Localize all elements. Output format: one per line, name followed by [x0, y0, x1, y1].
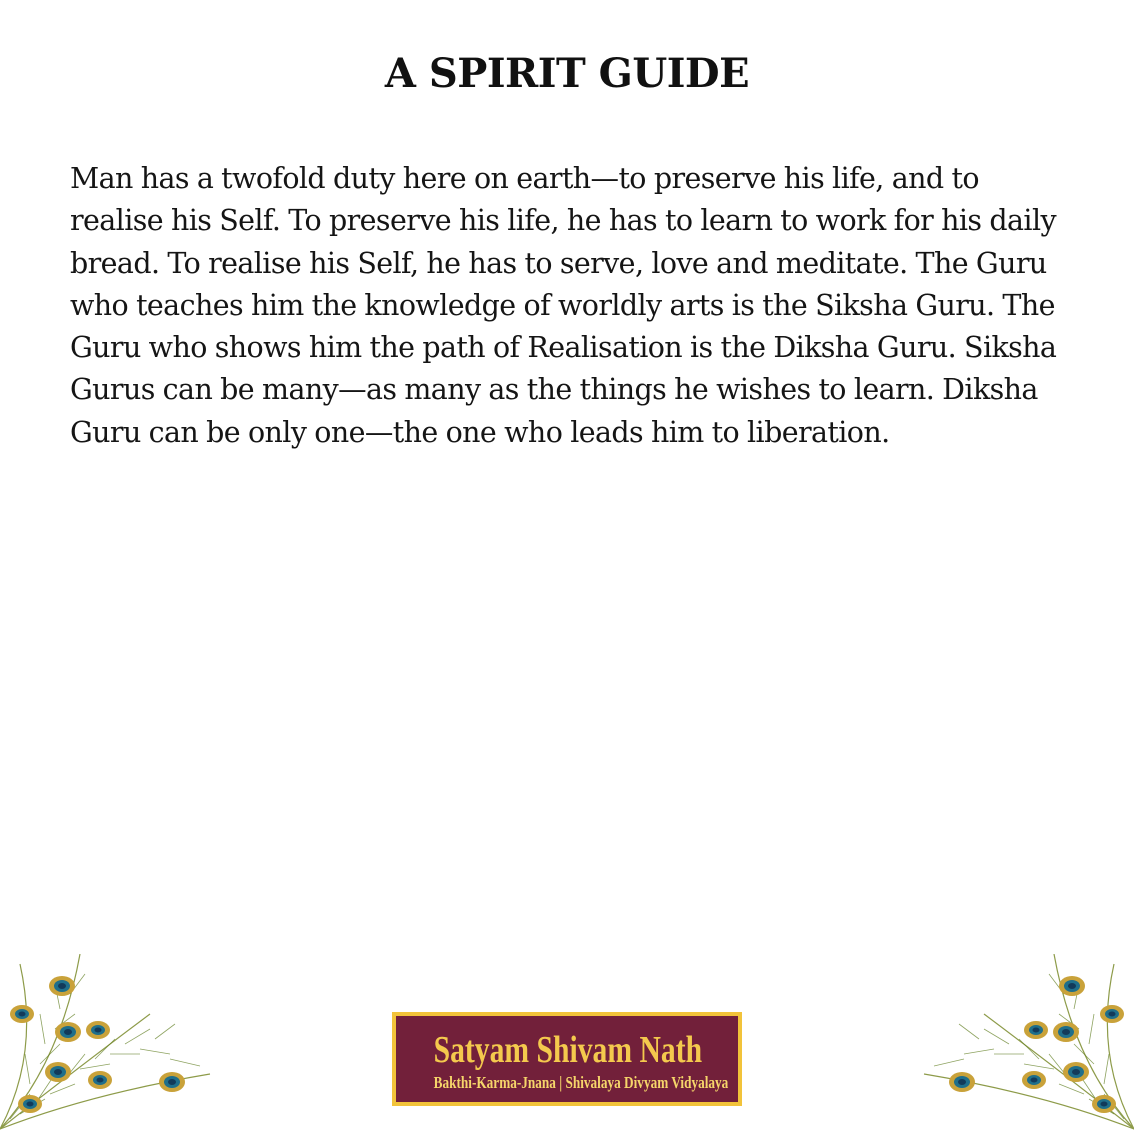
page-title: A SPIRIT GUIDE — [384, 50, 750, 97]
brand-name: Satyam Shivam Nath — [433, 1029, 703, 1071]
brand-tagline: Bakthi-Karma-Jnana | Shivalaya Divyam Vidyalaya — [433, 1073, 729, 1092]
brand-logo — [392, 1012, 742, 1106]
peacock-feathers-icon — [0, 954, 215, 1134]
peacock-feathers-icon — [919, 954, 1134, 1134]
body-paragraph: Man has a twofold duty here on earth—to preserve his life, and to realise his Self. To preserve his life, he has to learn to work for his daily bread. To realise his Self, he has to serve, love and meditate. The Guru who teaches him the knowledge of worldly arts is the Siksha Guru. The Guru who shows him the path of Realisation is the Diksha Guru. Siksha Gurus can be many—as many as the things he wishes to learn. Diksha Guru can be only one—the one who leads him to liberation. — [70, 162, 1057, 449]
